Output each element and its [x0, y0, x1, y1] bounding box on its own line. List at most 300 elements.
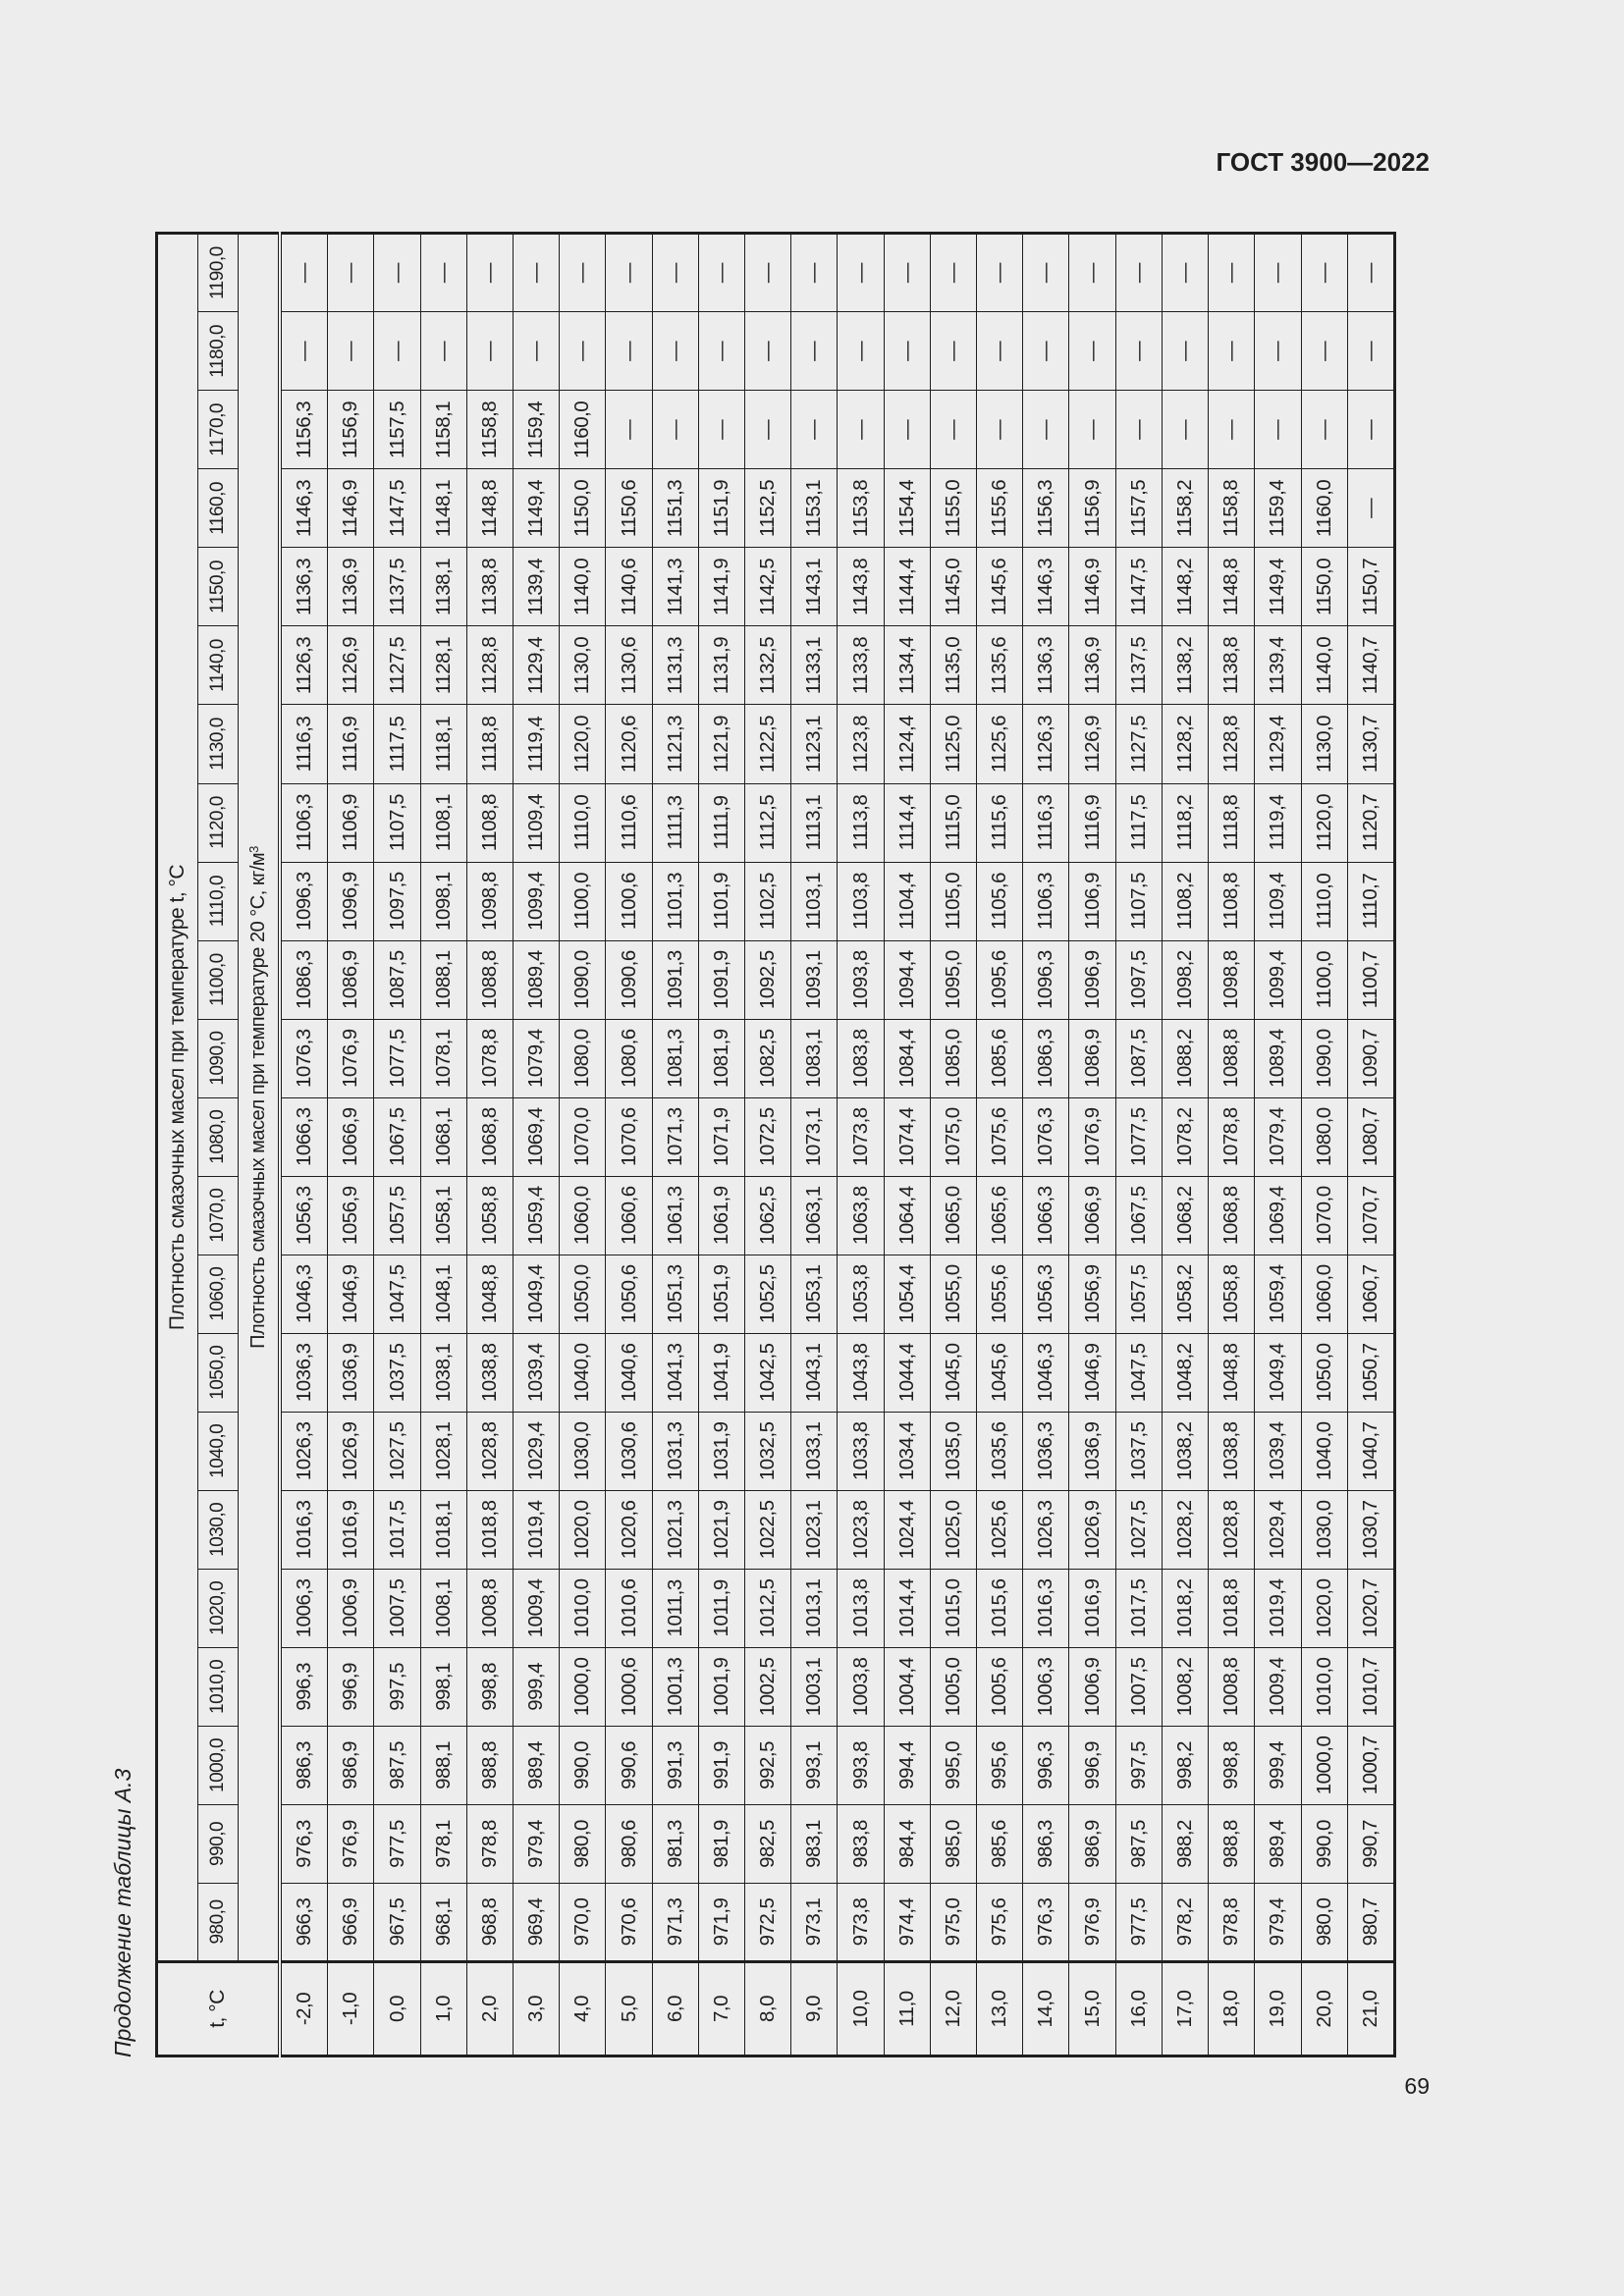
density-cell: 1093,8	[838, 940, 884, 1019]
temperature-cell: 5,0	[606, 1962, 652, 2056]
rotated-table-container	[155, 232, 1396, 2057]
density-cell: 1139,4	[1255, 626, 1301, 705]
density-cell: 1040,0	[1301, 1412, 1347, 1490]
table-row	[1162, 234, 1208, 2056]
density-cell: 1151,3	[652, 469, 698, 548]
density-cell: 1013,8	[838, 1569, 884, 1647]
density-cell: 1129,4	[1255, 705, 1301, 783]
density-cell: 1009,4	[514, 1569, 560, 1647]
density-cell: 1018,8	[1209, 1569, 1255, 1647]
density-cell: 1043,1	[791, 1333, 838, 1412]
density-cell: 1018,1	[420, 1490, 466, 1569]
density-cell: 1119,4	[1255, 783, 1301, 862]
density-cell: 999,4	[1255, 1726, 1301, 1804]
table-caption: Продолжение таблицы А.3	[110, 1768, 135, 2057]
density-cell: 1119,4	[514, 705, 560, 783]
density-cell: 1027,5	[374, 1412, 420, 1490]
density-cell: 1026,9	[1069, 1490, 1115, 1569]
density-cell: 1029,4	[514, 1412, 560, 1490]
density-cell: 1045,6	[977, 1333, 1023, 1412]
density-cell: 1016,9	[1069, 1569, 1115, 1647]
density-cell: 1062,5	[745, 1176, 791, 1255]
temperature-cell: 8,0	[745, 1962, 791, 2056]
density-table	[155, 232, 1396, 2057]
density-cell: 1133,8	[838, 626, 884, 705]
density-cell: 1127,5	[374, 626, 420, 705]
density-cell: —	[328, 312, 374, 391]
density-cell: 1050,0	[560, 1255, 606, 1333]
table-row	[1301, 234, 1347, 2056]
density-cell: 1028,8	[466, 1412, 513, 1490]
density-cell: 980,6	[606, 1804, 652, 1883]
density-cell: 1011,9	[698, 1569, 744, 1647]
table-row	[466, 234, 513, 2056]
density-cell: 973,1	[791, 1883, 838, 1961]
density-cell: 1060,7	[1347, 1255, 1394, 1333]
density-cell: —	[1069, 391, 1115, 469]
density-cell: 980,0	[560, 1804, 606, 1883]
density-cell: 1010,0	[560, 1569, 606, 1647]
density-cell: 1090,0	[1301, 1019, 1347, 1097]
density-cell: —	[280, 234, 328, 312]
density-cell: 1012,5	[745, 1569, 791, 1647]
density-cell: 1126,3	[280, 626, 328, 705]
density-cell: 1010,6	[606, 1569, 652, 1647]
density-cell: —	[514, 312, 560, 391]
density-cell: 1149,4	[514, 469, 560, 548]
density-cell: 1106,3	[280, 783, 328, 862]
table-row	[1115, 234, 1162, 2056]
density-cell: 1125,6	[977, 705, 1023, 783]
density-cell: 1035,6	[977, 1412, 1023, 1490]
density-cell: 1096,3	[280, 862, 328, 940]
density-cell: 991,3	[652, 1726, 698, 1804]
density-cell: 990,7	[1347, 1804, 1394, 1883]
density-cell: 1016,3	[1023, 1569, 1069, 1647]
density-cell: —	[791, 391, 838, 469]
density-cell: —	[1162, 391, 1208, 469]
table-row	[884, 234, 930, 2056]
density-cell: 979,4	[1255, 1883, 1301, 1961]
density-cell: 1087,5	[374, 940, 420, 1019]
density-cell: 1128,8	[1209, 705, 1255, 783]
density-cell: 1014,4	[884, 1569, 930, 1647]
density-cell: 1138,8	[1209, 626, 1255, 705]
density-cell: 991,9	[698, 1726, 744, 1804]
density-cell: 1086,9	[1069, 1019, 1115, 1097]
density-cell: 1078,8	[1209, 1097, 1255, 1176]
density-cell: 1036,3	[280, 1333, 328, 1412]
density-cell: 1117,5	[1115, 783, 1162, 862]
density-cell: 1029,4	[1255, 1490, 1301, 1569]
density-cell: 1067,5	[374, 1097, 420, 1176]
density-cell: 1030,7	[1347, 1490, 1394, 1569]
density-cell: 1059,4	[1255, 1255, 1301, 1333]
density-cell: 1078,2	[1162, 1097, 1208, 1176]
density-cell: 1002,5	[745, 1647, 791, 1726]
density-cell: 988,8	[466, 1726, 513, 1804]
density-cell: 968,1	[420, 1883, 466, 1961]
table-row	[1255, 234, 1301, 2056]
density-cell: 1007,5	[374, 1569, 420, 1647]
density-cell: —	[328, 234, 374, 312]
density-cell: —	[1115, 312, 1162, 391]
density-cell: —	[698, 391, 744, 469]
table-row	[606, 234, 652, 2056]
density-cell: 995,6	[977, 1726, 1023, 1804]
density-cell: 1098,1	[420, 862, 466, 940]
density-cell: 1160,0	[560, 391, 606, 469]
density-cell: 1061,3	[652, 1176, 698, 1255]
density-cell: 1070,0	[1301, 1176, 1347, 1255]
density-cell: —	[884, 234, 930, 312]
density-cell: 1145,0	[930, 548, 976, 626]
density-cell: 986,3	[280, 1726, 328, 1804]
density-cell: 1106,9	[328, 783, 374, 862]
density-cell: 1103,1	[791, 862, 838, 940]
density-cell: 978,1	[420, 1804, 466, 1883]
density-cell: 1096,9	[1069, 940, 1115, 1019]
density-cell: 1125,0	[930, 705, 976, 783]
density-cell: 1056,9	[1069, 1255, 1115, 1333]
density-cell: 1019,4	[514, 1490, 560, 1569]
density-cell: 1046,9	[328, 1255, 374, 1333]
density-cell: 1026,3	[1023, 1490, 1069, 1569]
density-cell: 1109,4	[514, 783, 560, 862]
density-cell: —	[838, 391, 884, 469]
density-cell: —	[1347, 391, 1394, 469]
density-cell: 1110,0	[1301, 862, 1347, 940]
density-cell: 1107,5	[1115, 862, 1162, 940]
column-header-row	[198, 234, 239, 2056]
density-cell: 1069,4	[514, 1097, 560, 1176]
density-cell: 1140,7	[1347, 626, 1394, 705]
density-cell: 985,0	[930, 1804, 976, 1883]
density-cell: 1120,0	[560, 705, 606, 783]
density-cell: 987,5	[374, 1726, 420, 1804]
density-cell: 995,0	[930, 1726, 976, 1804]
density-cell: 1100,0	[1301, 940, 1347, 1019]
column-header: 1140,0	[198, 626, 239, 705]
density-cell: 1055,0	[930, 1255, 976, 1333]
density-cell: —	[884, 391, 930, 469]
temperature-cell: 13,0	[977, 1962, 1023, 2056]
density-cell: —	[1162, 234, 1208, 312]
density-cell: 1037,5	[1115, 1412, 1162, 1490]
temperature-cell: 12,0	[930, 1962, 976, 2056]
density-cell: 971,3	[652, 1883, 698, 1961]
density-cell: 1001,9	[698, 1647, 744, 1726]
density-cell: 1016,3	[280, 1490, 328, 1569]
density-cell: 1110,7	[1347, 862, 1394, 940]
temperature-cell: 4,0	[560, 1962, 606, 2056]
density-cell: 1112,5	[745, 783, 791, 862]
density-cell: —	[420, 312, 466, 391]
density-cell: —	[1209, 234, 1255, 312]
density-cell: 1036,9	[328, 1333, 374, 1412]
table-row	[560, 234, 606, 2056]
density-cell: 1131,9	[698, 626, 744, 705]
density-cell: 1153,8	[838, 469, 884, 548]
table-row	[1023, 234, 1069, 2056]
density-cell: 996,9	[328, 1647, 374, 1726]
density-cell: 1044,4	[884, 1333, 930, 1412]
density-cell: 1113,1	[791, 783, 838, 862]
density-cell: 1128,2	[1162, 705, 1208, 783]
density-cell: 1146,3	[1023, 548, 1069, 626]
density-cell: 993,8	[838, 1726, 884, 1804]
density-cell: 1046,9	[1069, 1333, 1115, 1412]
density-cell: 1031,9	[698, 1412, 744, 1490]
column-header: 1050,0	[198, 1333, 239, 1412]
density-cell: 1050,7	[1347, 1333, 1394, 1412]
density-cell: 979,4	[514, 1804, 560, 1883]
density-cell: 1064,4	[884, 1176, 930, 1255]
density-cell: —	[466, 312, 513, 391]
density-cell: 974,4	[884, 1883, 930, 1961]
density-cell: 1146,9	[328, 469, 374, 548]
density-cell: 1118,1	[420, 705, 466, 783]
density-cell: 1140,0	[1301, 626, 1347, 705]
density-cell: 1156,3	[280, 391, 328, 469]
density-cell: 980,7	[1347, 1883, 1394, 1961]
density-cell: 1088,8	[466, 940, 513, 1019]
density-cell: 1156,9	[328, 391, 374, 469]
document-header: ГОСТ 3900—2022	[1216, 147, 1430, 177]
temperature-cell: -2,0	[280, 1962, 328, 2056]
temperature-cell: 3,0	[514, 1962, 560, 2056]
density-cell: 1126,9	[1069, 705, 1115, 783]
column-header: 1010,0	[198, 1647, 239, 1726]
density-cell: 998,8	[466, 1647, 513, 1726]
column-header: 1130,0	[198, 705, 239, 783]
temperature-cell: 2,0	[466, 1962, 513, 2056]
density-cell: —	[930, 234, 976, 312]
temperature-cell: 19,0	[1255, 1962, 1301, 2056]
density-cell: 1058,2	[1162, 1255, 1208, 1333]
density-cell: —	[930, 391, 976, 469]
density-cell: 1151,9	[698, 469, 744, 548]
density-cell: 1025,6	[977, 1490, 1023, 1569]
density-cell: —	[466, 234, 513, 312]
temperature-cell: 6,0	[652, 1962, 698, 2056]
density-cell: 1090,7	[1347, 1019, 1394, 1097]
density-cell: 996,9	[1069, 1726, 1115, 1804]
density-cell: 1148,1	[420, 469, 466, 548]
density-cell: 1039,4	[514, 1333, 560, 1412]
density-cell: 1006,3	[1023, 1647, 1069, 1726]
density-cell: —	[1115, 391, 1162, 469]
density-cell: —	[560, 312, 606, 391]
density-cell: 1015,0	[930, 1569, 976, 1647]
density-cell: 1153,1	[791, 469, 838, 548]
density-cell: 1134,4	[884, 626, 930, 705]
density-cell: 967,5	[374, 1883, 420, 1961]
density-cell: 1097,5	[374, 862, 420, 940]
density-cell: 1008,8	[466, 1569, 513, 1647]
density-cell: 971,9	[698, 1883, 744, 1961]
density-cell: 997,5	[374, 1647, 420, 1726]
density-cell: 1080,0	[560, 1019, 606, 1097]
density-cell: 994,4	[884, 1726, 930, 1804]
density-cell: 1070,7	[1347, 1176, 1394, 1255]
density-cell: —	[791, 312, 838, 391]
density-cell: —	[1255, 391, 1301, 469]
density-cell: 1126,3	[1023, 705, 1069, 783]
density-cell: 1133,1	[791, 626, 838, 705]
density-cell: 1076,9	[328, 1019, 374, 1097]
density-cell: 978,2	[1162, 1883, 1208, 1961]
density-cell: 987,5	[1115, 1804, 1162, 1883]
table-row	[514, 234, 560, 2056]
density-cell: 1075,0	[930, 1097, 976, 1176]
density-cell: 1142,5	[745, 548, 791, 626]
density-cell: 986,9	[328, 1726, 374, 1804]
density-cell: 986,9	[1069, 1804, 1115, 1883]
density-cell: —	[1347, 469, 1394, 548]
density-cell: 1034,4	[884, 1412, 930, 1490]
density-cell: 1115,6	[977, 783, 1023, 862]
density-cell: 1116,9	[328, 705, 374, 783]
density-cell: 1111,9	[698, 783, 744, 862]
density-cell: 998,1	[420, 1647, 466, 1726]
density-cell: 1037,5	[374, 1333, 420, 1412]
density-cell: 1006,9	[328, 1569, 374, 1647]
density-cell: 1143,1	[791, 548, 838, 626]
page-number: 69	[1404, 2073, 1430, 2099]
density-cell: 1030,0	[560, 1412, 606, 1490]
density-cell: 1009,4	[1255, 1647, 1301, 1726]
density-cell: 970,6	[606, 1883, 652, 1961]
density-cell: 978,8	[1209, 1883, 1255, 1961]
density-cell: 1138,8	[466, 548, 513, 626]
density-cell: 1108,2	[1162, 862, 1208, 940]
density-cell: 1066,3	[1023, 1176, 1069, 1255]
density-cell: 1048,8	[1209, 1333, 1255, 1412]
density-cell: —	[420, 234, 466, 312]
table-row	[745, 234, 791, 2056]
density-cell: 996,3	[1023, 1726, 1069, 1804]
density-cell: 978,8	[466, 1804, 513, 1883]
density-cell: 980,0	[1301, 1883, 1347, 1961]
density-cell: 1016,9	[328, 1490, 374, 1569]
table-body	[280, 234, 1395, 2056]
density-cell: 1160,0	[1301, 469, 1347, 548]
density-cell: 1023,8	[838, 1490, 884, 1569]
density-cell: 1103,8	[838, 862, 884, 940]
density-cell: 1114,4	[884, 783, 930, 862]
density-cell: 1127,5	[1115, 705, 1162, 783]
density-cell: 977,5	[1115, 1883, 1162, 1961]
density-cell: 1018,8	[466, 1490, 513, 1569]
density-cell: 1116,3	[1023, 783, 1069, 862]
density-cell: 1156,3	[1023, 469, 1069, 548]
density-cell: 1120,7	[1347, 783, 1394, 862]
density-cell: 1147,5	[374, 469, 420, 548]
temperature-cell: 14,0	[1023, 1962, 1069, 2056]
density-cell: 1056,3	[280, 1176, 328, 1255]
density-cell: 1041,3	[652, 1333, 698, 1412]
density-cell: 1077,5	[1115, 1097, 1162, 1176]
density-cell: —	[1209, 312, 1255, 391]
temperature-cell: 9,0	[791, 1962, 838, 2056]
table-row	[1069, 234, 1115, 2056]
density-cell: 1017,5	[1115, 1569, 1162, 1647]
density-cell: 1068,1	[420, 1097, 466, 1176]
density-cell: 1108,8	[466, 783, 513, 862]
density-cell: 1128,1	[420, 626, 466, 705]
density-cell: 1080,6	[606, 1019, 652, 1097]
density-cell: 1136,9	[1069, 626, 1115, 705]
density-cell: 976,3	[1023, 1883, 1069, 1961]
density-cell: 1000,7	[1347, 1726, 1394, 1804]
density-cell: 975,6	[977, 1883, 1023, 1961]
density-cell: 1089,4	[1255, 1019, 1301, 1097]
density-cell: —	[977, 312, 1023, 391]
table-row	[791, 234, 838, 2056]
temperature-cell: -1,0	[328, 1962, 374, 2056]
density-cell: 1096,9	[328, 862, 374, 940]
column-header: 1020,0	[198, 1569, 239, 1647]
density-cell: 1008,8	[1209, 1647, 1255, 1726]
density-cell: —	[1023, 312, 1069, 391]
density-cell: 1143,8	[838, 548, 884, 626]
density-cell: 1076,3	[1023, 1097, 1069, 1176]
density-cell: 1137,5	[374, 548, 420, 626]
density-cell: 1086,3	[280, 940, 328, 1019]
density-cell: 1068,2	[1162, 1176, 1208, 1255]
column-header: 1000,0	[198, 1726, 239, 1804]
temperature-cell: 18,0	[1209, 1962, 1255, 2056]
density-cell: 1140,0	[560, 548, 606, 626]
column-header: 1090,0	[198, 1019, 239, 1097]
density-cell: 1022,5	[745, 1490, 791, 1569]
density-cell: 1085,6	[977, 1019, 1023, 1097]
density-cell: —	[884, 312, 930, 391]
table-row	[420, 234, 466, 2056]
density-cell: 1070,6	[606, 1097, 652, 1176]
density-cell: 1001,3	[652, 1647, 698, 1726]
density-cell: 1156,9	[1069, 469, 1115, 548]
density-cell: 1158,1	[420, 391, 466, 469]
density-cell: 1006,9	[1069, 1647, 1115, 1726]
density-cell: —	[1255, 234, 1301, 312]
temperature-cell: 0,0	[374, 1962, 420, 2056]
density-cell: 1106,3	[1023, 862, 1069, 940]
density-cell: 1132,5	[745, 626, 791, 705]
temperature-cell: 10,0	[838, 1962, 884, 2056]
density-cell: 1003,8	[838, 1647, 884, 1726]
density-cell: 1058,8	[466, 1176, 513, 1255]
density-cell: 1076,9	[1069, 1097, 1115, 1176]
column-header: 1040,0	[198, 1412, 239, 1490]
density-cell: 986,3	[1023, 1804, 1069, 1883]
density-cell: 1100,0	[560, 862, 606, 940]
temperature-cell: 21,0	[1347, 1962, 1394, 2056]
density-cell: 1123,8	[838, 705, 884, 783]
density-cell: 1139,4	[514, 548, 560, 626]
density-cell: 1096,3	[1023, 940, 1069, 1019]
density-cell: —	[1255, 312, 1301, 391]
density-cell: 969,4	[514, 1883, 560, 1961]
density-cell: 1146,9	[1069, 548, 1115, 626]
density-cell: 1115,0	[930, 783, 976, 862]
density-cell: 1048,8	[466, 1255, 513, 1333]
density-cell: 1093,1	[791, 940, 838, 1019]
density-cell: 1038,2	[1162, 1412, 1208, 1490]
temperature-cell: 11,0	[884, 1962, 930, 2056]
density-cell: 1003,1	[791, 1647, 838, 1726]
